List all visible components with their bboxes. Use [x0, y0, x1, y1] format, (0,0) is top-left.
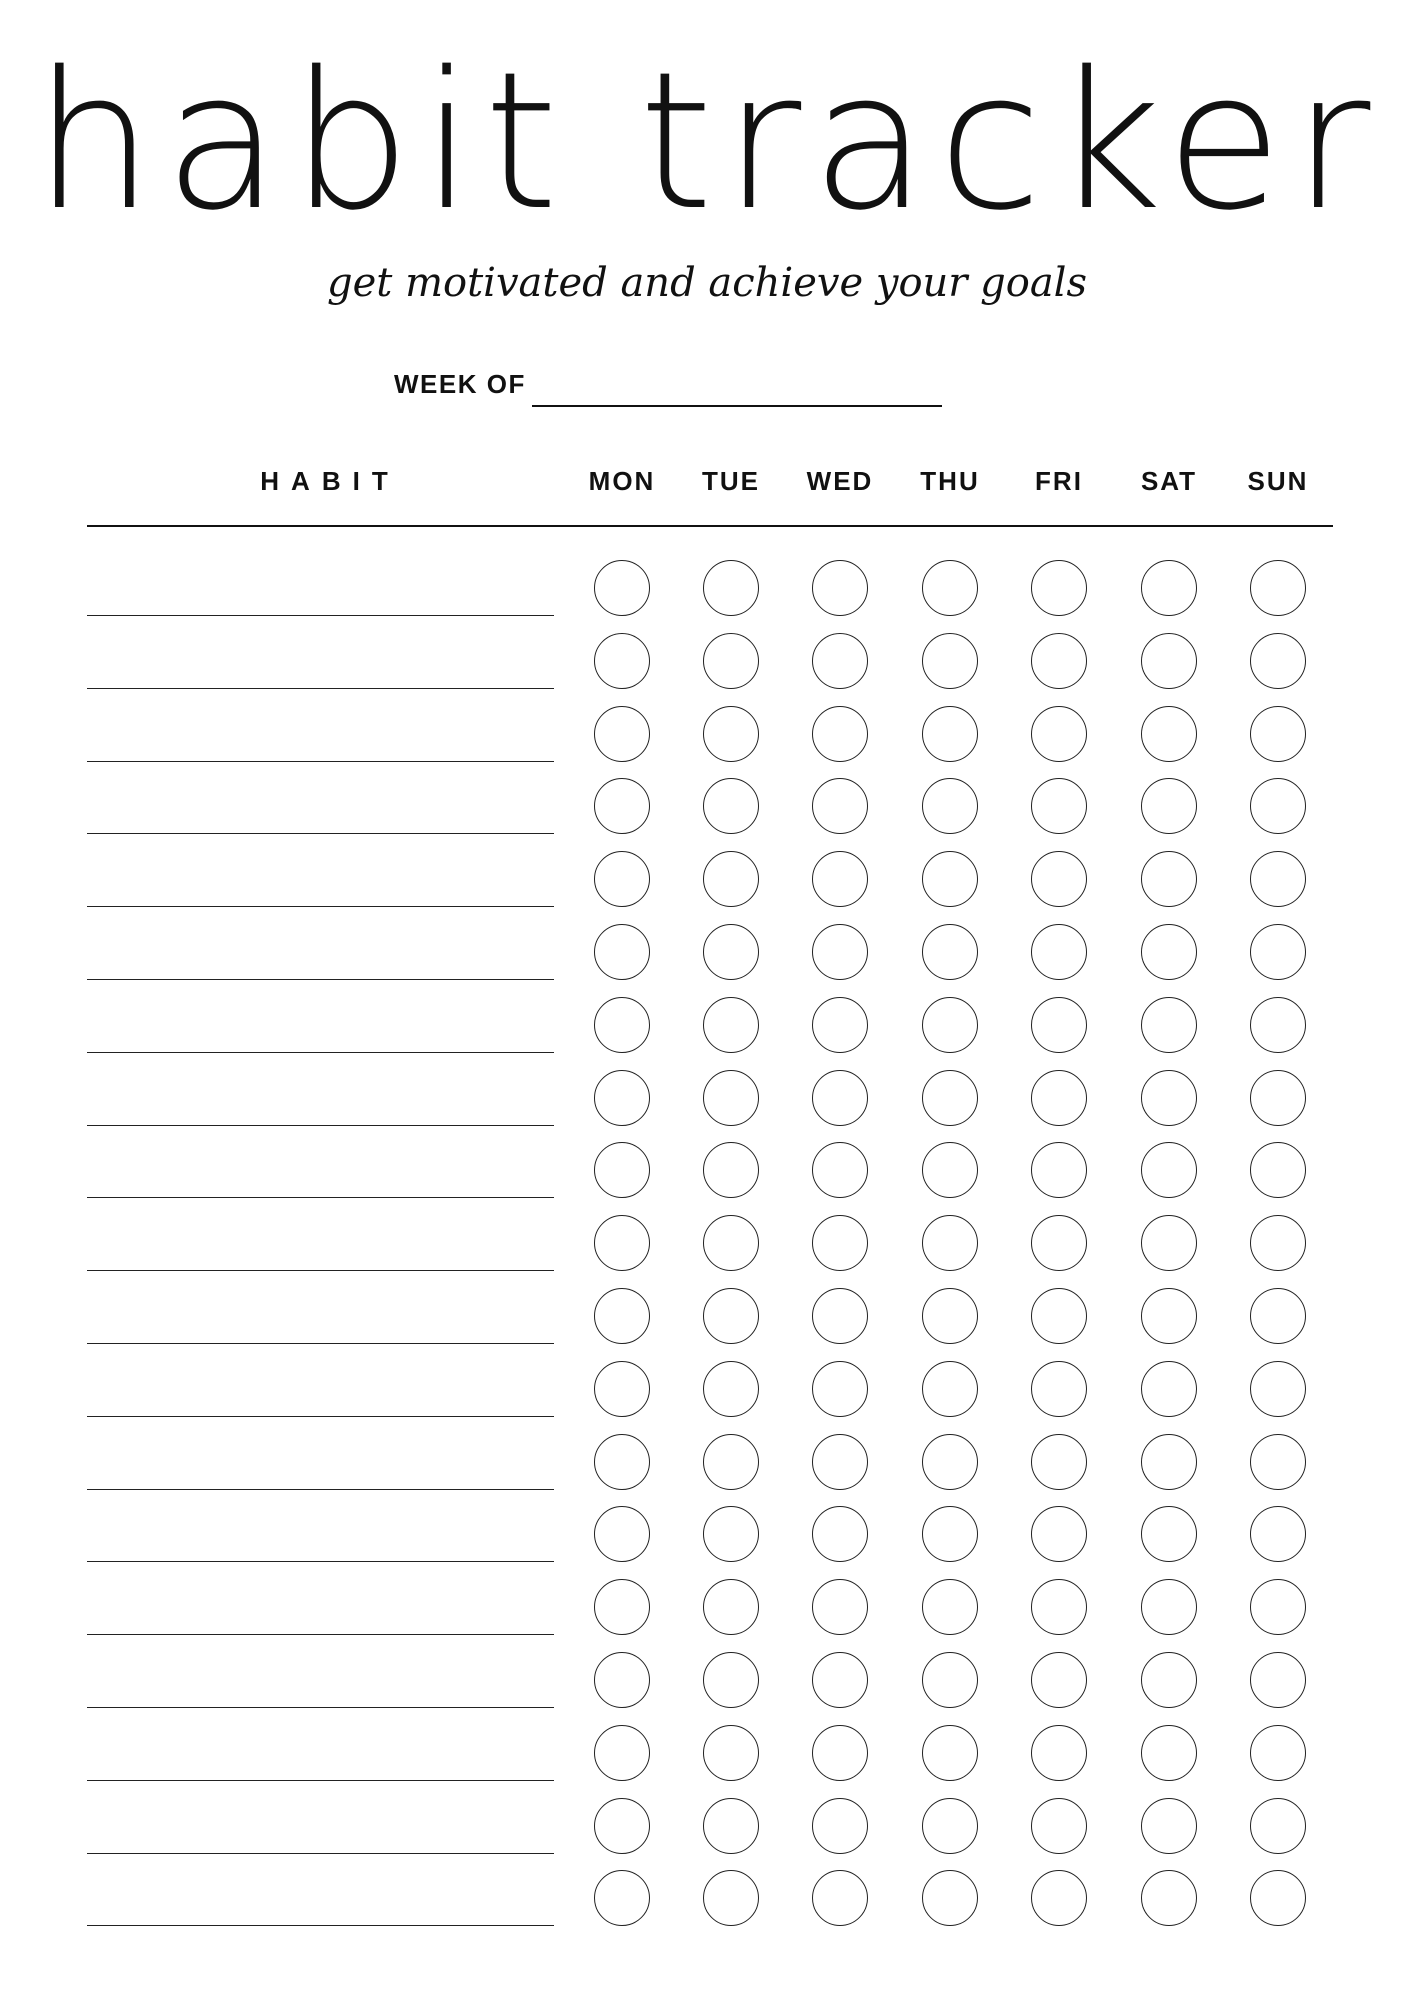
habit-name-line[interactable] — [87, 906, 554, 907]
habit-checkbox-thu[interactable] — [922, 560, 978, 616]
habit-name-line[interactable] — [87, 1270, 554, 1271]
habit-checkbox-sat[interactable] — [1141, 1725, 1197, 1781]
habit-checkbox-tue[interactable] — [703, 1142, 759, 1198]
habit-checkbox-tue[interactable] — [703, 1215, 759, 1271]
habit-checkbox-sun[interactable] — [1250, 1870, 1306, 1926]
habit-checkbox-tue[interactable] — [703, 1288, 759, 1344]
habit-checkbox-mon[interactable] — [594, 1434, 650, 1490]
habit-checkbox-mon[interactable] — [594, 1215, 650, 1271]
day-header-thu: THU — [920, 466, 980, 496]
habit-checkbox-thu[interactable] — [922, 1142, 978, 1198]
habit-checkbox-fri[interactable] — [1031, 1652, 1087, 1708]
habit-checkbox-fri[interactable] — [1031, 778, 1087, 834]
habit-checkbox-sun[interactable] — [1250, 1579, 1306, 1635]
habit-name-line[interactable] — [87, 1052, 554, 1053]
habit-checkbox-sat[interactable] — [1141, 851, 1197, 907]
habit-name-line[interactable] — [87, 1561, 554, 1562]
habit-name-line[interactable] — [87, 761, 554, 762]
habit-name-line[interactable] — [87, 1707, 554, 1708]
habit-checkbox-fri[interactable] — [1031, 1579, 1087, 1635]
habit-checkbox-thu[interactable] — [922, 1579, 978, 1635]
habit-checkbox-wed[interactable] — [812, 1361, 868, 1417]
habit-checkbox-wed[interactable] — [812, 997, 868, 1053]
habit-name-line[interactable] — [87, 1416, 554, 1417]
habit-name-line[interactable] — [87, 1780, 554, 1781]
habit-checkbox-wed[interactable] — [812, 1870, 868, 1926]
habit-checkbox-thu[interactable] — [922, 1870, 978, 1926]
habit-name-line[interactable] — [87, 1634, 554, 1635]
day-header-sat: SAT — [1140, 466, 1198, 496]
habit-checkbox-tue[interactable] — [703, 997, 759, 1053]
habit-name-line[interactable] — [87, 1125, 554, 1126]
habit-checkbox-sun[interactable] — [1250, 1434, 1306, 1490]
header-divider — [87, 525, 1333, 527]
habit-checkbox-fri[interactable] — [1031, 633, 1087, 689]
habit-checkbox-fri[interactable] — [1031, 560, 1087, 616]
habit-checkbox-fri[interactable] — [1031, 1361, 1087, 1417]
habit-checkbox-mon[interactable] — [594, 997, 650, 1053]
habit-checkbox-thu[interactable] — [922, 1070, 978, 1126]
habit-checkbox-mon[interactable] — [594, 1142, 650, 1198]
habit-checkbox-sat[interactable] — [1141, 1434, 1197, 1490]
habit-checkbox-sun[interactable] — [1250, 1725, 1306, 1781]
habit-checkbox-sat[interactable] — [1141, 778, 1197, 834]
habit-checkbox-wed[interactable] — [812, 778, 868, 834]
habit-checkbox-sat[interactable] — [1141, 1579, 1197, 1635]
habit-checkbox-wed[interactable] — [812, 1142, 868, 1198]
page-title: habit tracker — [33, 31, 1381, 252]
habit-checkbox-thu[interactable] — [922, 1652, 978, 1708]
day-header-wed: WED — [806, 466, 874, 496]
habit-checkbox-sat[interactable] — [1141, 997, 1197, 1053]
habit-checkbox-sat[interactable] — [1141, 1798, 1197, 1854]
habit-checkbox-wed[interactable] — [812, 1506, 868, 1562]
habit-checkbox-mon[interactable] — [594, 560, 650, 616]
habit-checkbox-thu[interactable] — [922, 1798, 978, 1854]
habit-checkbox-sun[interactable] — [1250, 1506, 1306, 1562]
habit-checkbox-tue[interactable] — [703, 1506, 759, 1562]
habit-checkbox-mon[interactable] — [594, 1870, 650, 1926]
habit-checkbox-sun[interactable] — [1250, 924, 1306, 980]
habit-checkbox-fri[interactable] — [1031, 997, 1087, 1053]
habit-checkbox-tue[interactable] — [703, 1798, 759, 1854]
habit-checkbox-tue[interactable] — [703, 633, 759, 689]
day-header-fri: FRI — [1035, 466, 1083, 496]
habit-checkbox-wed[interactable] — [812, 1434, 868, 1490]
habit-checkbox-fri[interactable] — [1031, 1288, 1087, 1344]
habit-name-line[interactable] — [87, 615, 554, 616]
habit-checkbox-wed[interactable] — [812, 633, 868, 689]
habit-checkbox-sat[interactable] — [1141, 1652, 1197, 1708]
habit-checkbox-thu[interactable] — [922, 778, 978, 834]
habit-name-line[interactable] — [87, 1343, 554, 1344]
habit-checkbox-thu[interactable] — [922, 851, 978, 907]
habit-name-line[interactable] — [87, 979, 554, 980]
habit-checkbox-sat[interactable] — [1141, 560, 1197, 616]
habit-checkbox-sun[interactable] — [1250, 1142, 1306, 1198]
habit-checkbox-fri[interactable] — [1031, 1798, 1087, 1854]
habit-checkbox-thu[interactable] — [922, 633, 978, 689]
habit-name-line[interactable] — [87, 1197, 554, 1198]
habit-checkbox-sat[interactable] — [1141, 1870, 1197, 1926]
habit-checkbox-wed[interactable] — [812, 1798, 868, 1854]
habit-checkbox-sat[interactable] — [1141, 1070, 1197, 1126]
habit-checkbox-sun[interactable] — [1250, 633, 1306, 689]
habit-checkbox-thu[interactable] — [922, 1725, 978, 1781]
habit-checkbox-thu[interactable] — [922, 1361, 978, 1417]
habit-checkbox-tue[interactable] — [703, 851, 759, 907]
habit-checkbox-tue[interactable] — [703, 706, 759, 762]
day-header-tue: TUE — [702, 466, 760, 496]
habit-checkbox-tue[interactable] — [703, 1070, 759, 1126]
habit-checkbox-sat[interactable] — [1141, 1142, 1197, 1198]
habit-checkbox-tue[interactable] — [703, 1725, 759, 1781]
habit-checkbox-mon[interactable] — [594, 1506, 650, 1562]
habit-checkbox-mon[interactable] — [594, 778, 650, 834]
habit-checkbox-mon[interactable] — [594, 1725, 650, 1781]
habit-checkbox-sat[interactable] — [1141, 1215, 1197, 1271]
habit-checkbox-sun[interactable] — [1250, 560, 1306, 616]
habit-checkbox-mon[interactable] — [594, 851, 650, 907]
habit-checkbox-thu[interactable] — [922, 1215, 978, 1271]
habit-checkbox-fri[interactable] — [1031, 1070, 1087, 1126]
habit-checkbox-sun[interactable] — [1250, 997, 1306, 1053]
habit-checkbox-mon[interactable] — [594, 1652, 650, 1708]
day-header-sun: SUN — [1247, 466, 1309, 496]
habit-checkbox-fri[interactable] — [1031, 1434, 1087, 1490]
habit-checkbox-thu[interactable] — [922, 997, 978, 1053]
habit-checkbox-fri[interactable] — [1031, 851, 1087, 907]
habit-name-line[interactable] — [87, 1853, 554, 1854]
habit-checkbox-wed[interactable] — [812, 1288, 868, 1344]
habit-checkbox-wed[interactable] — [812, 1070, 868, 1126]
habit-checkbox-tue[interactable] — [703, 924, 759, 980]
habit-checkbox-fri[interactable] — [1031, 924, 1087, 980]
habit-checkbox-sun[interactable] — [1250, 706, 1306, 762]
habit-checkbox-sat[interactable] — [1141, 706, 1197, 762]
habit-checkbox-wed[interactable] — [812, 1652, 868, 1708]
habit-checkbox-fri[interactable] — [1031, 1142, 1087, 1198]
habit-checkbox-wed[interactable] — [812, 1215, 868, 1271]
habit-checkbox-fri[interactable] — [1031, 1215, 1087, 1271]
habit-column-header: HABIT — [260, 466, 400, 496]
day-header-mon: MON — [588, 466, 656, 496]
habit-checkbox-mon[interactable] — [594, 924, 650, 980]
habit-checkbox-tue[interactable] — [703, 1361, 759, 1417]
habit-checkbox-sun[interactable] — [1250, 1215, 1306, 1271]
habit-checkbox-thu[interactable] — [922, 1506, 978, 1562]
habit-checkbox-fri[interactable] — [1031, 1506, 1087, 1562]
habit-checkbox-sun[interactable] — [1250, 1798, 1306, 1854]
week-of-label: WEEK OF — [394, 369, 526, 399]
habit-checkbox-thu[interactable] — [922, 706, 978, 762]
habit-checkbox-sun[interactable] — [1250, 851, 1306, 907]
habit-checkbox-sat[interactable] — [1141, 633, 1197, 689]
habit-name-line[interactable] — [87, 688, 554, 689]
week-of-field[interactable] — [532, 405, 942, 407]
habit-checkbox-wed[interactable] — [812, 851, 868, 907]
habit-checkbox-sun[interactable] — [1250, 1361, 1306, 1417]
habit-checkbox-sat[interactable] — [1141, 1288, 1197, 1344]
habit-checkbox-wed[interactable] — [812, 1725, 868, 1781]
habit-checkbox-fri[interactable] — [1031, 1870, 1087, 1926]
habit-checkbox-wed[interactable] — [812, 706, 868, 762]
habit-checkbox-tue[interactable] — [703, 1870, 759, 1926]
habit-checkbox-wed[interactable] — [812, 560, 868, 616]
habit-checkbox-tue[interactable] — [703, 1434, 759, 1490]
habit-name-line[interactable] — [87, 1925, 554, 1926]
habit-checkbox-sun[interactable] — [1250, 1070, 1306, 1126]
habit-checkbox-mon[interactable] — [594, 1798, 650, 1854]
habit-checkbox-wed[interactable] — [812, 924, 868, 980]
habit-checkbox-fri[interactable] — [1031, 706, 1087, 762]
habit-name-line[interactable] — [87, 833, 554, 834]
habit-checkbox-sun[interactable] — [1250, 778, 1306, 834]
habit-checkbox-thu[interactable] — [922, 1434, 978, 1490]
habit-checkbox-thu[interactable] — [922, 924, 978, 980]
habit-checkbox-mon[interactable] — [594, 706, 650, 762]
page-subtitle: get motivated and achieve your goals — [327, 260, 1087, 306]
habit-checkbox-fri[interactable] — [1031, 1725, 1087, 1781]
habit-checkbox-thu[interactable] — [922, 1288, 978, 1344]
habit-checkbox-sat[interactable] — [1141, 1506, 1197, 1562]
habit-checkbox-sat[interactable] — [1141, 924, 1197, 980]
habit-checkbox-sun[interactable] — [1250, 1288, 1306, 1344]
habit-name-line[interactable] — [87, 1489, 554, 1490]
habit-checkbox-mon[interactable] — [594, 1288, 650, 1344]
habit-checkbox-tue[interactable] — [703, 778, 759, 834]
habit-checkbox-mon[interactable] — [594, 633, 650, 689]
habit-checkbox-mon[interactable] — [594, 1361, 650, 1417]
habit-checkbox-tue[interactable] — [703, 1652, 759, 1708]
habit-checkbox-sat[interactable] — [1141, 1361, 1197, 1417]
habit-checkbox-tue[interactable] — [703, 560, 759, 616]
habit-checkbox-wed[interactable] — [812, 1579, 868, 1635]
habit-checkbox-sun[interactable] — [1250, 1652, 1306, 1708]
habit-checkbox-tue[interactable] — [703, 1579, 759, 1635]
habit-checkbox-mon[interactable] — [594, 1070, 650, 1126]
habit-checkbox-mon[interactable] — [594, 1579, 650, 1635]
